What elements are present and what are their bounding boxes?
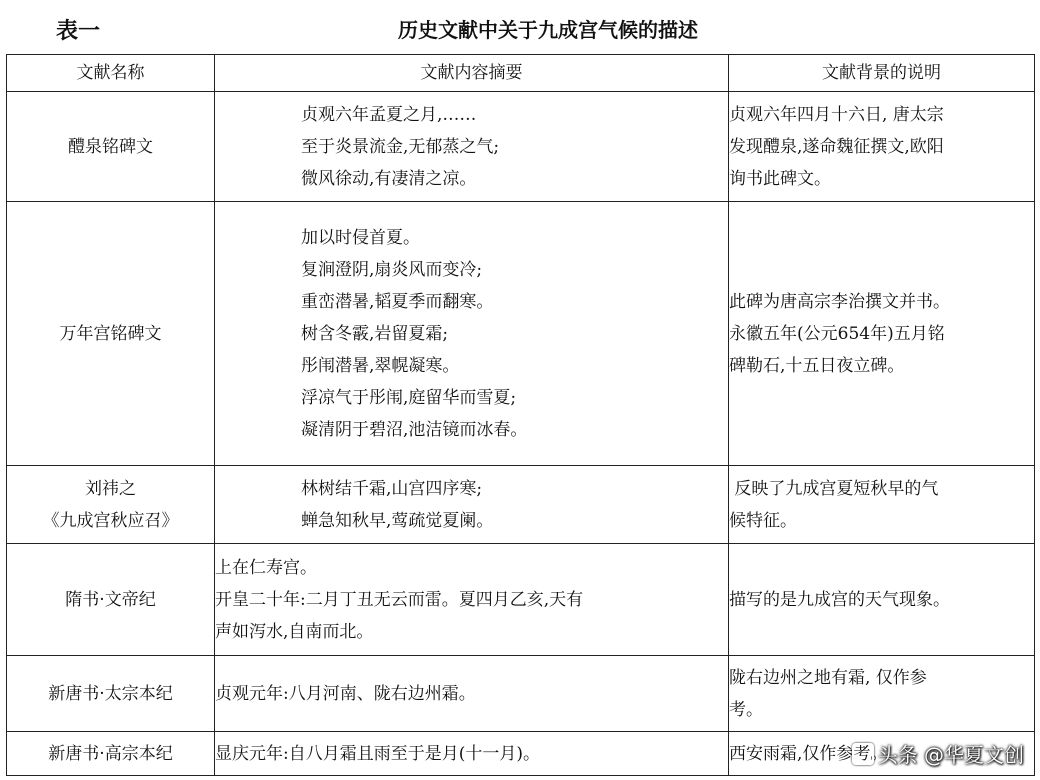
background-cell	[729, 656, 1035, 732]
document-name: 《九成宫秋应召》	[42, 510, 179, 531]
table-row	[7, 466, 1035, 544]
content-line: 贞观元年:八月河南、陇右边州霜。	[215, 683, 476, 704]
content-line: 开皇二十年:二月丁丑无云而雷。夏四月乙亥,天有	[215, 589, 584, 610]
background-cell	[729, 92, 1035, 202]
content-line: 声如泻水,自南而北。	[215, 621, 374, 642]
table-row	[7, 544, 1035, 656]
document-name: 隋书·文帝纪	[65, 589, 156, 610]
background-line: 碑勒石,十五日夜立碑。	[729, 355, 905, 376]
document-name-cell	[7, 466, 215, 544]
table-row	[7, 92, 1035, 202]
document-name-cell	[7, 544, 215, 656]
column-header-background: 文献背景的说明	[729, 55, 1035, 92]
content-line: 加以时侵首夏。	[301, 227, 420, 248]
content-line: 贞观六年孟夏之月,……	[301, 104, 477, 125]
column-header-name: 文献名称	[7, 55, 215, 92]
content-line: 微风徐动,有凄清之凉。	[301, 168, 477, 189]
background-line: 此碑为唐高宗李治撰文并书。	[729, 291, 950, 312]
background-line: 描写的是九成宫的天气现象。	[729, 589, 950, 610]
document-name: 醴泉铭碑文	[68, 136, 153, 157]
content-line: 蝉急知秋早,莺疏觉夏阑。	[301, 510, 494, 531]
content-line: 上在仁寿宫。	[215, 557, 317, 578]
table-number: 表一	[56, 19, 101, 44]
document-name-cell	[7, 732, 215, 776]
table-heading	[0, 10, 1040, 48]
watermark	[852, 739, 1024, 768]
content-line: 树含冬霰,岩留夏霜;	[301, 323, 449, 344]
content-cell	[215, 92, 729, 202]
column-header-content: 文献内容摘要	[215, 55, 729, 92]
background-line: 考。	[729, 699, 763, 720]
background-cell	[729, 544, 1035, 656]
background-cell	[729, 466, 1035, 544]
content-cell	[215, 732, 729, 776]
table-row	[7, 202, 1035, 466]
background-line: 陇右边州之地有霜, 仅作参	[729, 667, 927, 688]
content-line: 凝清阴于碧沼,池洁镜而冰春。	[301, 419, 528, 440]
document-name: 万年宫铭碑文	[59, 323, 162, 344]
document-name: 新唐书·高宗本纪	[48, 743, 173, 764]
content-line: 复涧澄阴,扇炎风而变冷;	[301, 259, 483, 280]
background-line: 询书此碑文。	[729, 168, 831, 189]
document-name-cell	[7, 92, 215, 202]
document-name: 新唐书·太宗本纪	[48, 683, 173, 704]
content-line: 重峦潜暑,韬夏季而翻寒。	[301, 291, 494, 312]
document-name-cell	[7, 202, 215, 466]
content-line: 彤闱潜暑,翠幌凝寒。	[301, 355, 460, 376]
toutiao-logo-icon	[852, 743, 874, 765]
content-line: 林树结千霜,山宫四序寒;	[301, 478, 483, 499]
content-cell	[215, 656, 729, 732]
watermark-text: 头条 @华夏文创	[877, 743, 1024, 767]
background-line: 候特征。	[729, 510, 797, 531]
table-row	[7, 656, 1035, 732]
background-line: 发现醴泉,遂命魏征撰文,欧阳	[729, 136, 944, 157]
background-line: 永徽五年(公元654年)五月铭	[729, 323, 945, 344]
content-cell	[215, 544, 729, 656]
background-cell	[729, 202, 1035, 466]
content-cell	[215, 202, 729, 466]
content-line: 至于炎景流金,无郁蒸之气;	[301, 136, 500, 157]
content-line: 浮凉气于彤闱,庭留华而雪夏;	[301, 387, 517, 408]
content-cell	[215, 466, 729, 544]
document-name-cell	[7, 656, 215, 732]
content-line: 显庆元年:自八月霜且雨至于是月(十一月)。	[215, 743, 540, 764]
background-line: 贞观六年四月十六日, 唐太宗	[729, 104, 944, 125]
table-title: 历史文献中关于九成宫气候的描述	[398, 18, 698, 42]
document-name: 刘祎之	[85, 478, 136, 499]
header-row	[7, 55, 1035, 92]
background-line: 西安雨霜,仅作参考。	[729, 743, 888, 764]
literature-table	[6, 54, 1035, 776]
background-line: 反映了九成宫夏短秋早的气	[729, 478, 939, 499]
